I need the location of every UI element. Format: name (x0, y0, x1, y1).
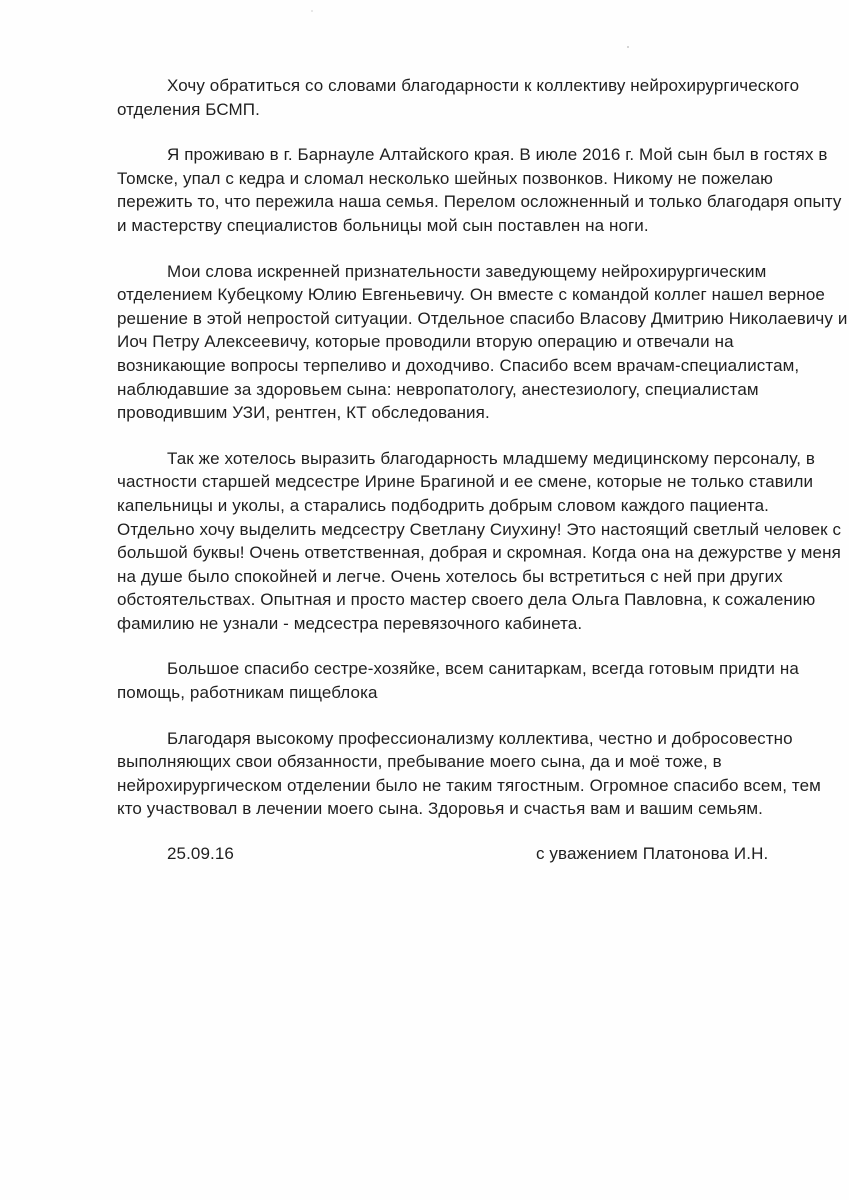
paragraph-staff (117, 657, 799, 704)
text-line: большой буквы! Очень ответственная, добрая и скромная. Когда она на дежурстве у меня (117, 543, 841, 563)
text-line: и мастерству специалистов больницы мой сын поставлен на ноги. (117, 215, 649, 235)
text-line: Томске, упал с кедра и сломал несколько шейных позвонков. Никому не пожелаю (117, 168, 774, 188)
text-line: проводившим УЗИ, рентген, КТ обследования. (117, 403, 490, 423)
text-line: отделением Кубецкому Юлию Евгеньевичу. Он вместе с командой коллег нашел верное (117, 285, 825, 305)
text-line: на душе было спокойней и легче. Очень хотелось бы встретиться с ней при других (117, 566, 783, 586)
signature-name: с уважением Платонова И.Н. (536, 844, 769, 864)
text-line: Благодаря высокому профессионализму коллектива, честно и добросовестно (167, 728, 793, 748)
text-line: Я проживаю в г. Барнауле Алтайского края. В июле 2016 г. Мой сын был в гостях в (167, 145, 828, 165)
text-line: нейрохирургическом отделении было не таким тягостным. Огромное спасибо всем, тем (117, 775, 821, 795)
text-line: Мои слова искренней признательности заведующему нейрохирургическим (167, 261, 767, 281)
signature-row (117, 842, 767, 866)
letter-date: 25.09.16 (167, 844, 234, 864)
text-line: Отдельно хочу выделить медсестру Светлану Сиухину! Это настоящий светлый человек с (117, 519, 842, 539)
paragraph-closing (117, 727, 821, 821)
letter-body (117, 74, 848, 866)
text-line: решение в этой непростой ситуации. Отдельное спасибо Власову Дмитрию Николаевичу и (117, 308, 848, 328)
paper-speck (311, 10, 313, 12)
text-line: Большое спасибо сестре-хозяйке, всем санитаркам, всегда готовым придти на (167, 659, 799, 679)
paragraph-background (117, 143, 842, 237)
text-line: Так же хотелось выразить благодарность младшему медицинскому персоналу, в (167, 448, 815, 468)
text-line: наблюдавшие за здоровьем сына: невропатологу, анестезиологу, специалистам (117, 379, 759, 399)
text-line: помощь, работникам пищеблока (117, 683, 378, 703)
paragraph-intro (117, 74, 800, 121)
text-line: отделения БСМП. (117, 99, 260, 119)
text-line: фамилию не узнали - медсестра перевязочного кабинета. (117, 613, 583, 633)
paper-speck (627, 46, 629, 48)
text-line: Хочу обратиться со словами благодарности к коллективу нейрохирургического (167, 76, 800, 95)
text-line: выполняющих свои обязанности, пребывание моего сына, да и моё тоже, в (117, 752, 722, 772)
paragraph-nurses (117, 447, 842, 636)
paragraph-doctors (117, 260, 848, 425)
text-line: Иоч Петру Алексеевичу, которые проводили вторую операцию и отвечали на (117, 332, 734, 352)
text-line: капельницы и уколы, а старались подбодрить добрым словом каждого пациента. (117, 495, 769, 515)
text-line: пережить то, что пережила наша семья. Перелом осложненный и только благодаря опыту (117, 192, 842, 212)
text-line: возникающие вопросы терпеливо и доходчиво. Спасибо всем врачам-специалистам, (117, 355, 800, 375)
text-line: обстоятельствах. Опытная и просто мастер своего дела Ольга Павловна, к сожалению (117, 590, 816, 610)
text-line: кто участвовал в лечении моего сына. Здоровья и счастья вам и вашим семьям. (117, 799, 763, 819)
text-line: частности старшей медсестре Ирине Брагиной и ее смене, которые не только ставили (117, 472, 814, 492)
